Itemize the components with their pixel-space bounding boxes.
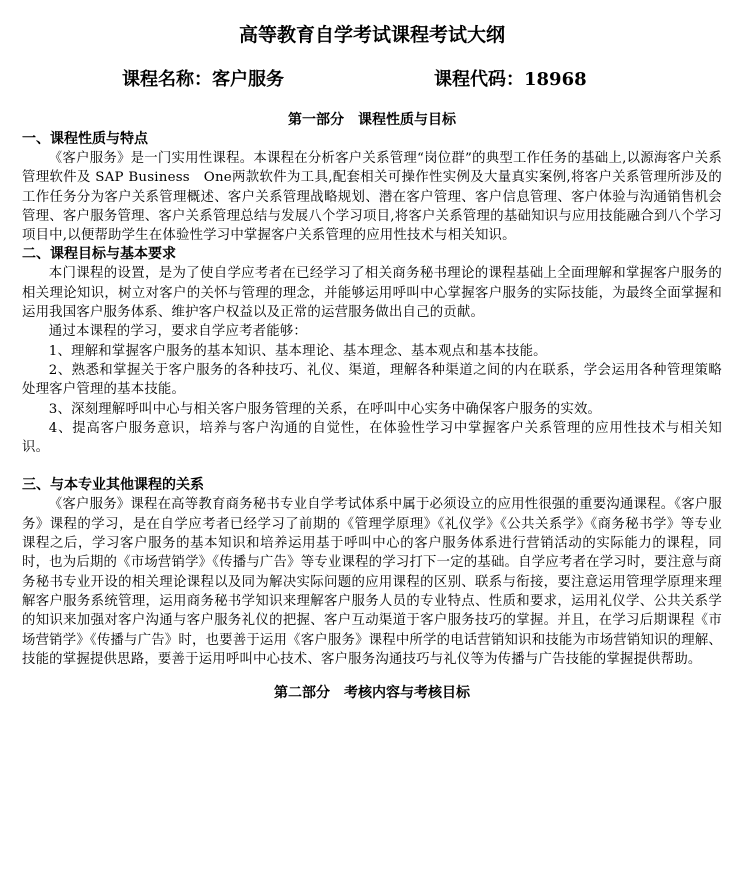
spacer bbox=[22, 457, 722, 476]
part-one-title: 第一部分 课程性质与目标 bbox=[288, 112, 456, 128]
section-paragraph-relations: 《客户服务》课程在高等教育商务秘书专业自学考试体系中属于必须设立的应用性很强的重要沟通课程。《客户服务》课程的学习，是在自学应考者已经学习了前期的《管理学原理》《礼仪学》《公共关系学》《商务秘书学》等专业课程之后，学习客户服务的基本知识和培养运用基于呼叫中心的客户服务体系进行营销活动的实际能力的课程，同时，也为后期的《市场营销学》《传播与广告》等专业课程的学习打下一定的基础。自学应考者在学习时，要注意与商务秘书专业开设的相关理论课程以及同为解决实际问题的应用课程的区别、联系与衔接，要注意运用管理学原理来理解客户服务系统管理，运用商务秘书学知识来理解客户服务人员的专业特点、性质和要求，运用礼仪学、公共关系学的知识来加强对客户沟通与客户服务礼仪的把握、客户互动渠道于客户服务技巧的掌握。并且，在学习后期课程《市场营销学》《传播与广告》时，也要善于运用《客户服务》课程中所学的电话营销知识和技能为市场营销知识的理解、技能的掌握提供思路，要善于运用呼叫中心技术、客户服务沟通技巧与礼仪等为传播与广告技能的掌握提供帮助。 bbox=[22, 497, 723, 667]
course-name: 课程名称：客户服务 bbox=[122, 69, 284, 90]
goal-item-4: 4、提高客户服务意识，培养与客户沟通的自觉性，在体验性学习中掌握客户关系管理的应用性技术与相关知识。 bbox=[22, 420, 722, 456]
document-title: 高等教育自学考试课程考试大纲 bbox=[238, 24, 505, 46]
goal-item-3: 3、深刻理解呼叫中心与相关客户服务管理的关系，在呼叫中心实务中确保客户服务的实效。 bbox=[48, 401, 602, 417]
course-info-row bbox=[22, 66, 722, 94]
section-heading-nature: 一、课程性质与特点 bbox=[22, 131, 148, 147]
section-paragraph-nature: 《客户服务》是一门实用性课程。本课程在分析客户关系管理“岗位群”的典型工作任务的基础上,以源海客户关系管理软件及 SAP Business One两款软件为工具,配套相关可操作性实例及大量真实案例,将客户关系管理所涉及的工作任务分为客户关系管理概述、客户关系管理战略规划、潜在客户管理、客户信息管理、客户体验与沟通销售机会管理、客户服务管理、客户关系管理总结与发展八个学习项目,将客户关系管理的基础知识与应用技能融合到八个学习项目中,以便帮助学生在体验性学习中掌握客户关系管理的应用性技术与相关知识。 bbox=[22, 151, 722, 244]
goals-intro: 通过本课程的学习，要求自学应考者能够： bbox=[48, 324, 308, 340]
course-code: 课程代码：18968 bbox=[434, 69, 587, 90]
section-heading-goals: 二、课程目标与基本要求 bbox=[22, 246, 176, 263]
goal-item-2: 2、熟悉和掌握关于客户服务的各种技巧、礼仪、渠道，理解各种渠道之间的内在联系，学会运用各种管理策略处理客户管理的基本技能。 bbox=[22, 362, 722, 398]
goal-item-1: 1、理解和掌握客户服务的基本知识、基本理论、基本理念、基本观点和基本技能。 bbox=[48, 343, 547, 359]
section-paragraph-goals: 本门课程的设置，是为了使自学应考者在已经学习了相关商务秘书理论的课程基础上全面理解和掌握客户服务的相关理论知识，树立对客户的关怀与管理的理念，并能够运用呼叫中心掌握客户服务的实际技能，为最终全面掌握和运用我国客户服务体系、维护客户权益以及正常的运营服务做出自己的贡献。 bbox=[22, 266, 722, 321]
section-heading-relations: 三、与本专业其他课程的关系 bbox=[22, 477, 204, 494]
part-two-title: 第二部分 考核内容与考核目标 bbox=[274, 685, 470, 702]
